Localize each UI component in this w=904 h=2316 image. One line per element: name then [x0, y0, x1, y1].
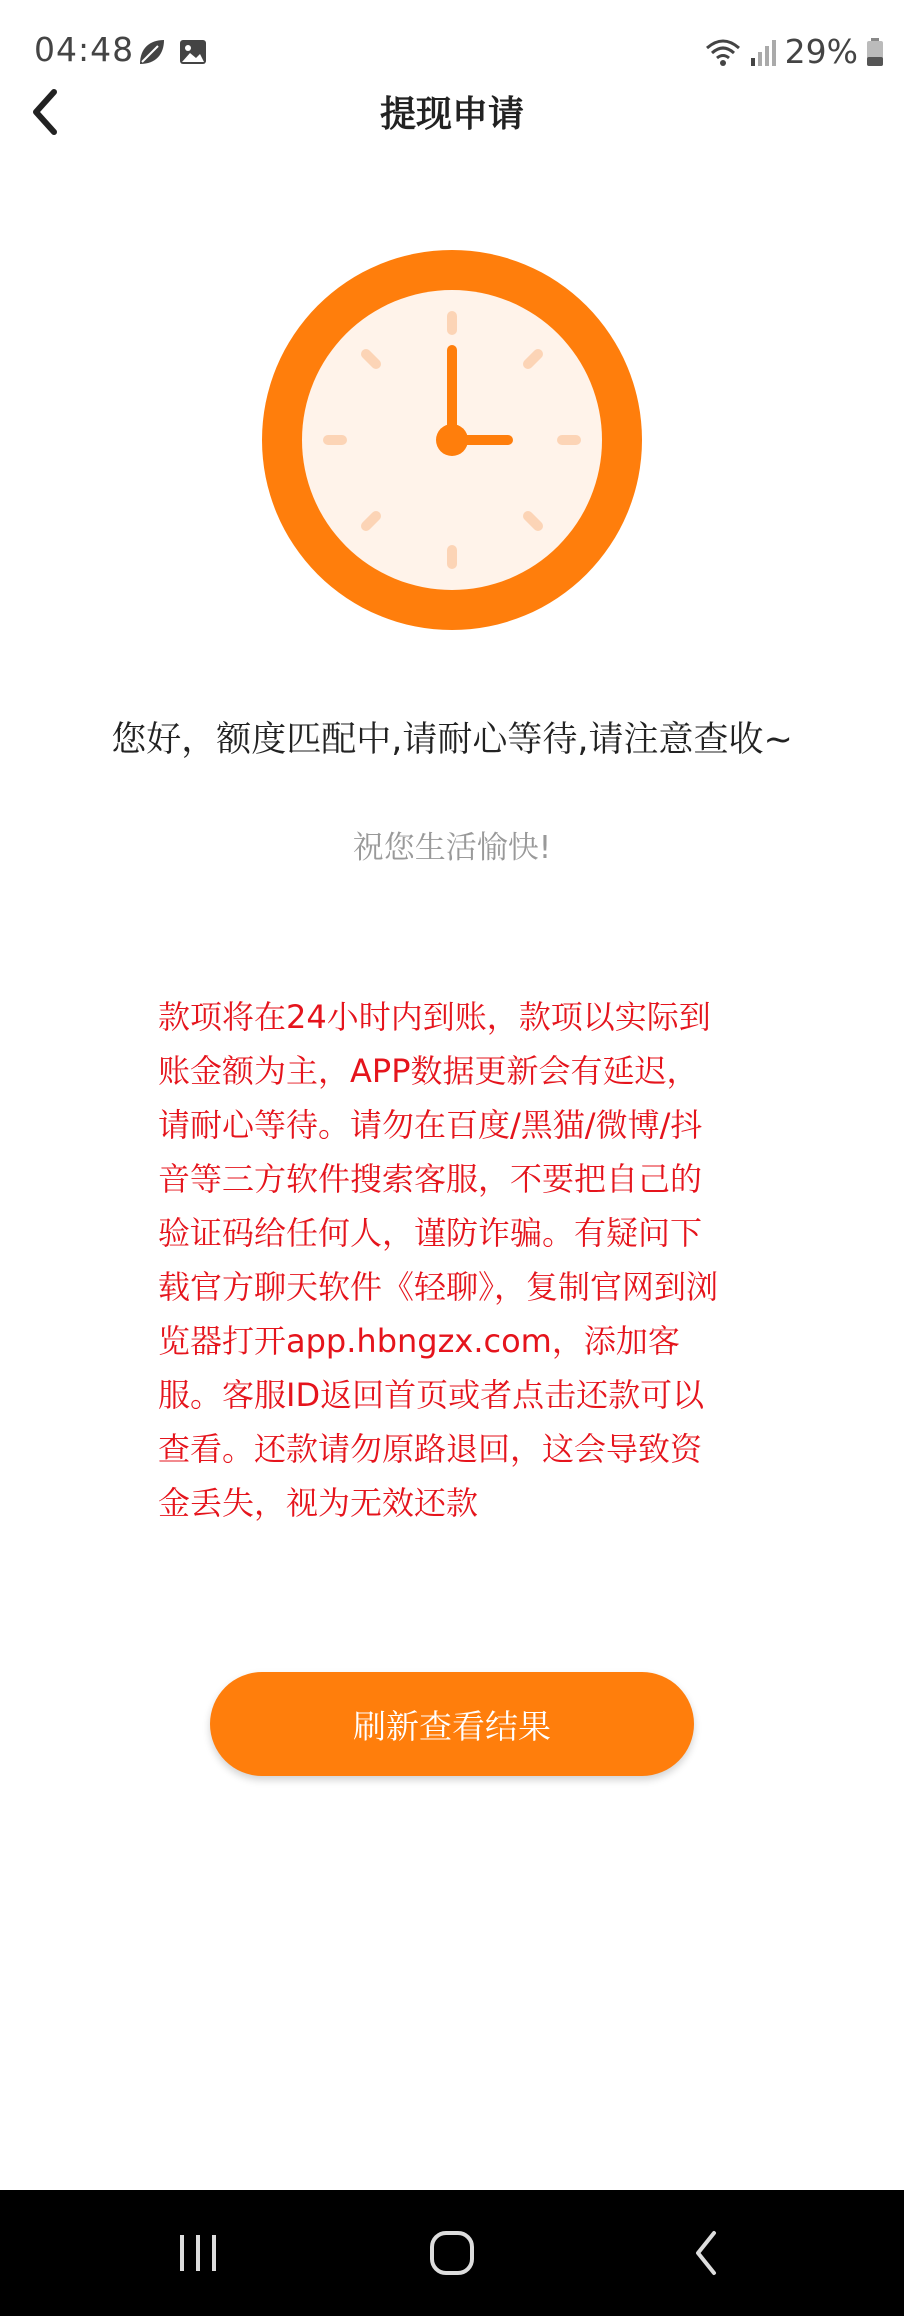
- recent-apps-button[interactable]: [128, 2190, 268, 2316]
- status-message: 您好，额度匹配中,请耐心等待,请注意查收~: [111, 720, 793, 760]
- signal-icon: [749, 36, 777, 68]
- system-nav-bar: [0, 2190, 904, 2316]
- page-title: 提现申请: [379, 94, 524, 135]
- greeting-message: 祝您生活愉快!: [352, 830, 552, 866]
- refresh-result-button[interactable]: 刷新查看结果: [210, 1672, 694, 1776]
- status-system-icons: [705, 32, 884, 71]
- clock-icon: [262, 250, 642, 630]
- recent-apps-icon: [176, 2233, 220, 2273]
- nav-back-button[interactable]: [636, 2190, 776, 2316]
- home-icon: [428, 2229, 476, 2277]
- notice-text: 款项将在24小时内到账，款项以实际到账金额为主，APP数据更新会有延迟，请耐心等待。请勿在百度/黑猫/微博/抖音等三方软件搜索客服，不要把自己的验证码给任何人，谨防诈骗。有疑问下载官方聊天软件《轻聊》，复制官网到浏览器打开app.hbngzx.com，添加客服。客服ID返回首页或者点击还款可以查看。还款请勿原路退回，这会导致资金丢失，视为无效还款: [158, 998, 719, 1522]
- leaf-icon: [136, 36, 208, 68]
- status-time: 04:48: [34, 30, 135, 69]
- wifi-icon: [705, 36, 741, 68]
- battery-icon: [866, 36, 884, 68]
- home-button[interactable]: [382, 2190, 522, 2316]
- app-header: [0, 80, 904, 144]
- status-notification-icons: [136, 36, 208, 72]
- battery-percentage: 29%: [784, 32, 858, 71]
- back-icon: [690, 2229, 722, 2277]
